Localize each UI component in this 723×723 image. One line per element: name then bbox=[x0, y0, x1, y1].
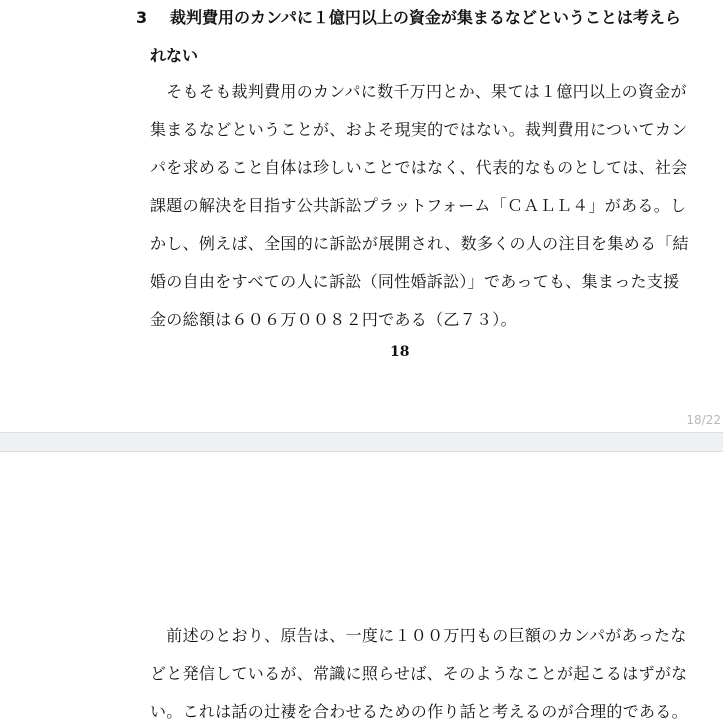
body-line: 集まるなどということが、およそ現実的ではない。裁判費用についてカン bbox=[150, 120, 688, 139]
body-line: かし、例えば、全国的に訴訟が展開され、数多くの人の注目を集める「結 bbox=[150, 234, 689, 253]
section-heading-line-1: 裁判費用のカンパに１億円以上の資金が集まるなどということは考えら bbox=[170, 8, 681, 27]
body-line: 前述のとおり、原告は、一度に１００万円もの巨額のカンパがあったな bbox=[150, 626, 687, 645]
viewer-page-indicator: 18/22 bbox=[686, 413, 721, 427]
page-number: 18 bbox=[390, 344, 410, 360]
document-page-next bbox=[0, 452, 723, 723]
body-line: パを求めること自体は珍しいことではなく、代表的なものとしては、社会 bbox=[150, 158, 688, 177]
body-line: そもそも裁判費用のカンパに数千万円とか、果ては１億円以上の資金が bbox=[150, 82, 687, 101]
body-line: 金の総額は６０６万００８２円である（乙７３）。 bbox=[150, 310, 517, 329]
section-heading-line-2: れない bbox=[150, 46, 199, 65]
body-line: どと発信しているが、常識に照らせば、そのようなことが起こるはずがな bbox=[150, 664, 688, 683]
body-line: 課題の解決を目指す公共訴訟プラットフォーム「ＣＡＬＬ４」がある。し bbox=[150, 196, 687, 215]
body-line: 婚の自由をすべての人に訴訟（同性婚訴訟）」であっても、集まった支援 bbox=[150, 272, 680, 291]
page-divider bbox=[0, 432, 723, 452]
section-number: 3 bbox=[136, 8, 148, 27]
body-line: い。これは話の辻褄を合わせるための作り話と考えるのが合理的である。 bbox=[150, 702, 688, 721]
